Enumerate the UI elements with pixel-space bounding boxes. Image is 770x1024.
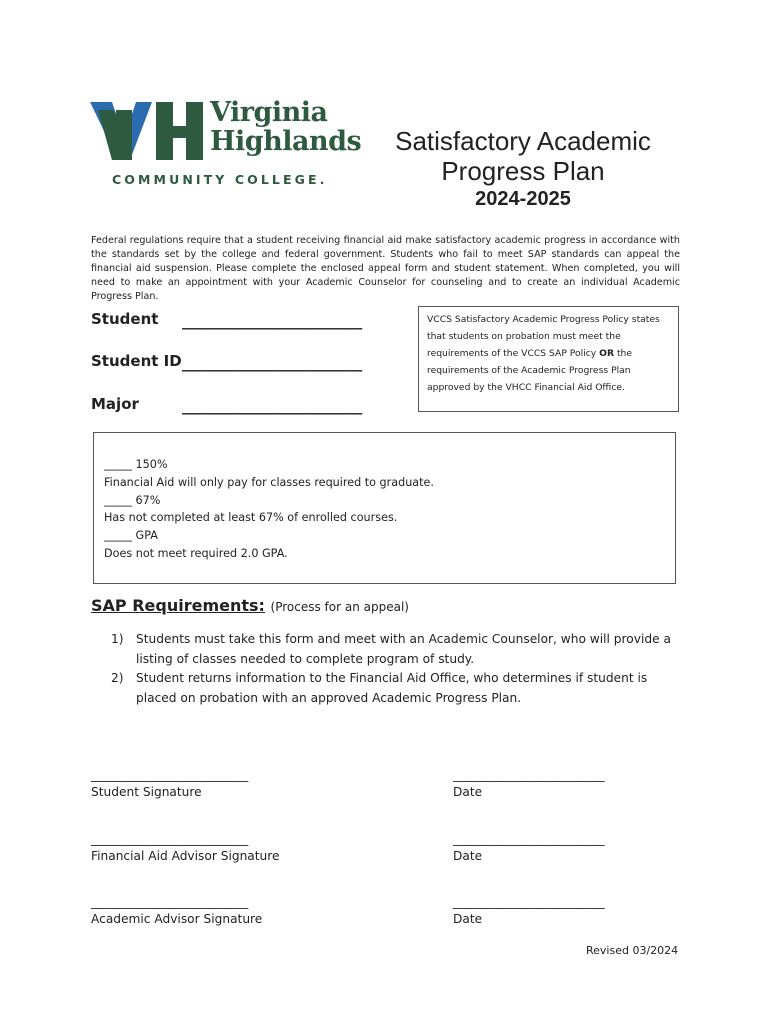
- policy-bold-or: OR: [599, 348, 615, 359]
- criteria-gpa-check[interactable]: _____ GPA: [104, 529, 158, 543]
- sap-steps: [111, 630, 681, 708]
- sap-heading-text: SAP Requirements:: [91, 596, 265, 615]
- financial-aid-signature-line[interactable]: ____________________________: [91, 832, 248, 846]
- logo-name-line1: Virginia: [210, 97, 328, 128]
- logo-subtitle: COMMUNITY COLLEGE.: [112, 172, 328, 187]
- logo-name: [210, 98, 361, 156]
- criteria-150-description: Financial Aid will only pay for classes required to graduate.: [104, 475, 434, 489]
- sap-subheading: (Process for an appeal): [270, 600, 409, 614]
- policy-text-1: VCCS Satisfactory Academic Progress Policy states that students on probation must meet the requirements of the VCCS SAP Policy: [427, 314, 660, 359]
- student-date-line[interactable]: ___________________________: [453, 768, 605, 782]
- criteria-gpa-description: Does not meet required 2.0 GPA.: [104, 546, 288, 560]
- student-signature-label: Student Signature: [91, 785, 202, 799]
- criteria-67-check[interactable]: _____ 67%: [104, 493, 161, 507]
- financial-aid-signature-label: Financial Aid Advisor Signature: [91, 849, 280, 863]
- academic-advisor-date-label: Date: [453, 912, 483, 926]
- major-field[interactable]: _________________________: [182, 397, 363, 415]
- vh-logo-mark: [90, 100, 210, 160]
- page-year: 2024-2025: [475, 188, 571, 210]
- criteria-150-check[interactable]: _____ 150%: [104, 458, 168, 471]
- criteria-67-description: Has not completed at least 67% of enrolled courses.: [104, 511, 398, 525]
- student-date-label: Date: [453, 785, 483, 799]
- sap-step-text: Student returns information to the Financial Aid Office, who determines if student is placed on probation with an approved Academic Progress Plan.: [136, 671, 648, 705]
- college-logo: [90, 98, 360, 190]
- sap-heading: [91, 596, 409, 615]
- intro-paragraph: Federal regulations require that a student receiving financial aid make satisfactory academic progress in accordance with the standards set by the college and federal government. Students who fail to meet SAP standards can appeal the financial aid suspension. Please complete the enclosed appeal form and student statement. When completed, you will need to make an appointment with your Academic Counselor for counseling and to create an individual Academic Progress Plan.: [91, 235, 680, 302]
- sap-step: [111, 669, 681, 708]
- major-label: Major: [91, 395, 139, 413]
- policy-box: [418, 306, 679, 412]
- financial-aid-date-line[interactable]: ___________________________: [453, 832, 605, 846]
- student-signature-line[interactable]: ____________________________: [91, 768, 248, 782]
- criteria-box: [93, 432, 676, 584]
- student-label: Student: [91, 310, 159, 328]
- academic-advisor-signature-label: Academic Advisor Signature: [91, 912, 263, 926]
- sap-step-text: Students must take this form and meet with an Academic Counselor, who will provide a listing of classes needed to complete program of study.: [136, 632, 671, 666]
- page-title-line2: Progress Plan: [441, 156, 605, 186]
- policy-text-2: the requirements of the Academic Progress Plan approved by the VHCC Financial Aid Office.: [427, 348, 633, 393]
- student-field[interactable]: _________________________: [182, 312, 363, 330]
- revised-date: Revised 03/2024: [586, 944, 679, 957]
- sap-step-number: 1): [111, 632, 124, 646]
- logo-name-line2: Highlands: [210, 126, 362, 157]
- academic-advisor-date-line[interactable]: ___________________________: [453, 895, 605, 909]
- sap-step: [111, 630, 681, 669]
- page-title-line1: Satisfactory Academic: [395, 126, 651, 156]
- financial-aid-date-label: Date: [453, 849, 483, 863]
- student-id-field[interactable]: _________________________: [182, 354, 363, 372]
- student-id-label: Student ID: [91, 352, 182, 370]
- academic-advisor-signature-line[interactable]: ____________________________: [91, 895, 248, 909]
- sap-step-number: 2): [111, 671, 124, 685]
